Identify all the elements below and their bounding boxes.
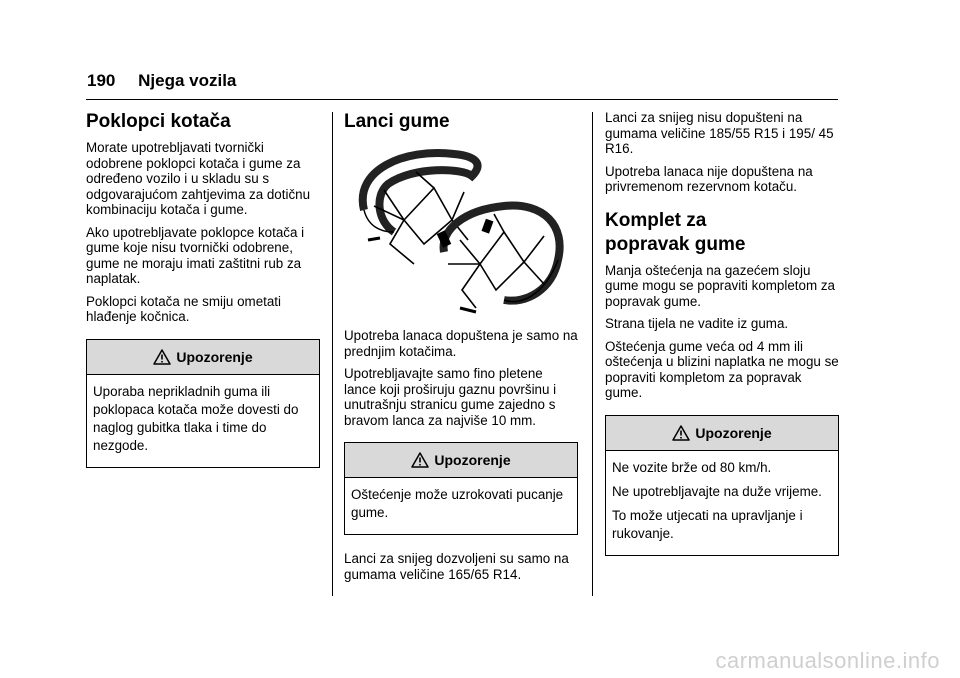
paragraph: Ako upotrebljavate poklopce kotača i gume koje nisu tvornički odobrene, gume ne moraju imati zaštitni rub za naplatak. (86, 224, 305, 286)
warning-header (87, 340, 319, 375)
warning-triangle-icon (411, 452, 429, 468)
paragraph: Strana tijela ne vadite iz guma. (605, 316, 789, 331)
paragraph: Poklopci kotača ne smiju ometati hlađenje kočnica. (86, 293, 282, 324)
warning-triangle-icon (672, 425, 690, 441)
column-wheel-covers (86, 110, 320, 478)
tire-chains-illustration (344, 140, 568, 318)
paragraph: Manja oštećenja na gazećem sloju gume mogu se popraviti kompletom za popravak gume. (605, 262, 835, 309)
column-tire-chains (344, 110, 578, 589)
paragraph: Upotreba lanaca nije dopuštena na privremenom rezervnom kotaču. (605, 163, 813, 194)
warning-text: Oštećenje može uzrokovati pucanje gume. (351, 487, 564, 520)
paragraph: Lanci za snijeg dozvoljeni su samo na gumama veličine 165/65 R14. (344, 551, 569, 582)
warning-box (344, 442, 578, 535)
warning-title: Upozorenje (434, 452, 511, 468)
heading-wheel-covers: Poklopci kotača (86, 111, 231, 132)
column-repair-kit (605, 110, 839, 566)
warning-header (606, 416, 838, 451)
paragraph: Morate upotrebljavati tvornički odobrene poklopci kotača i gume za određeno vozilo i u skladu su s odgovarajućom zahtjevima za dotičnu kombinaciju kotača i gume. (86, 140, 311, 217)
warning-title: Upozorenje (695, 424, 772, 441)
warning-title: Upozorenje (176, 348, 253, 365)
warning-header (345, 443, 577, 478)
page-header (87, 71, 236, 91)
heading-tire-chains: Lanci gume (344, 111, 450, 132)
warning-text: Ne vozite brže od 80 km/h. (612, 459, 772, 475)
column-divider (332, 112, 333, 596)
header-rule (86, 99, 838, 100)
warning-text: Uporaba neprikladnih guma ili poklopaca kotača može dovesti do naglog gubitka tlaka i time do nezgode. (93, 383, 299, 453)
heading-repair-kit: Komplet za popravak gume (605, 209, 746, 255)
warning-text: To može utjecati na upravljanje i rukovanje. (612, 507, 803, 541)
section-title: Njega vozila (138, 71, 237, 90)
paragraph: Upotreba lanaca dopuštena je samo na prednjim kotačima. (344, 328, 578, 359)
warning-text: Ne upotrebljavajte na duže vrijeme. (612, 483, 822, 499)
page-number: 190 (87, 71, 116, 90)
paragraph: Lanci za snijeg nisu dopušteni na gumama veličine 185/55 R15 i 195/ 45 R16. (605, 110, 834, 156)
warning-box (86, 339, 320, 468)
warning-box (605, 415, 839, 556)
column-divider (592, 112, 593, 596)
watermark: carmanualsonline.info (715, 648, 940, 673)
paragraph: Oštećenja gume veća od 4 mm ili oštećenja u blizini naplatka ne mogu se popraviti kompletom za popravak gume. (605, 338, 839, 400)
paragraph: Upotrebljavajte samo fino pletene lance koji proširuju gaznu površinu i unutrašnju stranicu gume zajedno s bravom lanca za najviše 10 mm. (344, 366, 557, 428)
warning-triangle-icon (153, 349, 171, 365)
